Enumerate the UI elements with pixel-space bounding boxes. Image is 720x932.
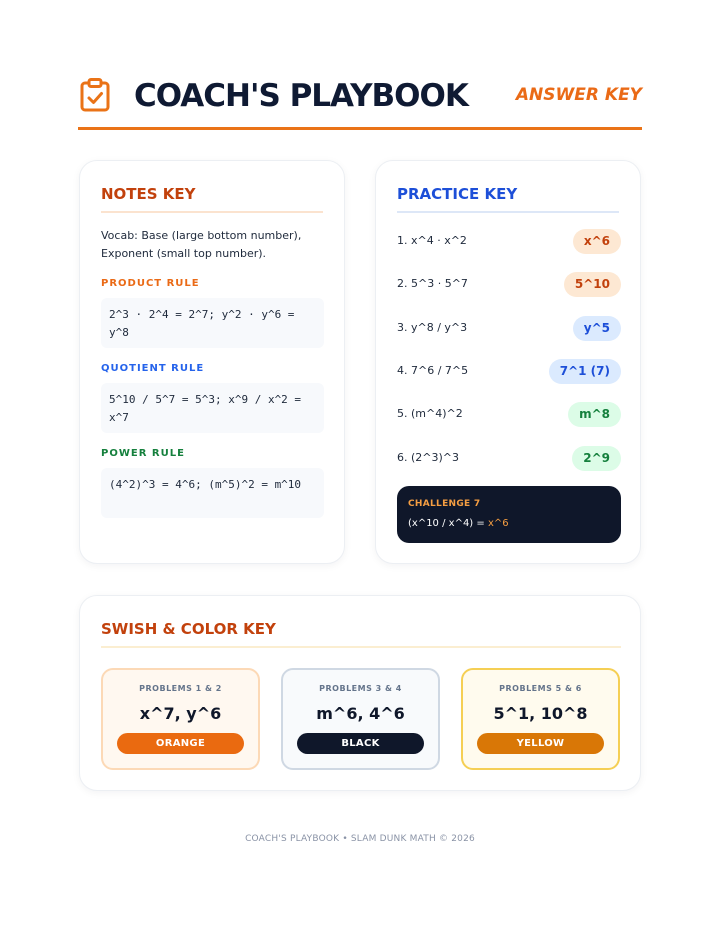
challenge-answer: x^6 bbox=[487, 518, 509, 529]
vocab-text: Vocab: Base (large bottom number), Exponent (small top number). bbox=[101, 229, 302, 260]
color-group-answers: m^6, 4^6 bbox=[316, 704, 405, 723]
power-rule-example: (4^2)^3 = 4^6; (m^5)^2 = m^10 bbox=[101, 468, 324, 518]
practice-problem bbox=[397, 316, 621, 342]
problem-answer-badge: x^6 bbox=[573, 229, 621, 254]
practice-problem bbox=[397, 446, 621, 472]
color-pill: ORANGE bbox=[117, 733, 244, 754]
color-group-answers: 5^1, 10^8 bbox=[493, 704, 588, 723]
color-group-label: PROBLEMS 3 & 4 bbox=[319, 684, 402, 693]
color-group-label: PROBLEMS 5 & 6 bbox=[499, 684, 582, 693]
swish-color-key-card bbox=[79, 595, 641, 791]
problem-question: 3. y^8 / y^3 bbox=[397, 321, 468, 334]
header-divider bbox=[78, 127, 642, 130]
color-group-label: PROBLEMS 1 & 2 bbox=[139, 684, 222, 693]
swish-color-key-divider bbox=[101, 646, 621, 648]
notes-key-divider bbox=[101, 211, 323, 213]
quotient-rule-example: 5^10 / 5^7 = 5^3; x^9 / x^2 = x^7 bbox=[101, 383, 324, 433]
problem-question: 6. (2^3)^3 bbox=[397, 451, 460, 464]
page-footer: COACH'S PLAYBOOK • SLAM DUNK MATH © 2026 bbox=[245, 834, 475, 844]
challenge-label: CHALLENGE 7 bbox=[408, 499, 481, 509]
notes-key-card bbox=[79, 160, 345, 564]
notes-key-title: NOTES KEY bbox=[101, 185, 196, 203]
practice-key-card bbox=[375, 160, 641, 564]
problem-answer-badge: y^5 bbox=[573, 316, 621, 341]
clipboard-check-icon bbox=[80, 78, 110, 112]
swish-color-key-title: SWISH & COLOR KEY bbox=[101, 620, 276, 638]
color-pill: YELLOW bbox=[477, 733, 604, 754]
page-header bbox=[78, 76, 642, 130]
problem-answer-badge: 5^10 bbox=[564, 272, 621, 297]
color-pill: BLACK bbox=[297, 733, 424, 754]
practice-problem bbox=[397, 272, 621, 298]
quotient-rule-label: QUOTIENT RULE bbox=[101, 363, 205, 374]
color-group-box bbox=[461, 668, 620, 770]
problem-question: 2. 5^3 · 5^7 bbox=[397, 277, 468, 290]
product-rule-label: PRODUCT RULE bbox=[101, 278, 200, 289]
color-group-box bbox=[101, 668, 260, 770]
problem-question: 5. (m^4)^2 bbox=[397, 407, 463, 420]
answer-key-tag: ANSWER KEY bbox=[515, 85, 642, 105]
page-title: COACH'S PLAYBOOK bbox=[134, 78, 468, 114]
practice-key-title: PRACTICE KEY bbox=[397, 185, 518, 203]
problem-question: 1. x^4 · x^2 bbox=[397, 234, 467, 247]
power-rule-label: POWER RULE bbox=[101, 448, 185, 459]
practice-problem bbox=[397, 359, 621, 385]
practice-problem bbox=[397, 229, 621, 255]
color-group-answers: x^7, y^6 bbox=[139, 704, 222, 723]
color-group-box bbox=[281, 668, 440, 770]
practice-key-divider bbox=[397, 211, 619, 213]
problem-answer-badge: 7^1 (7) bbox=[549, 359, 621, 384]
challenge-box bbox=[397, 486, 621, 543]
product-rule-example: 2^3 · 2^4 = 2^7; y^2 · y^6 = y^8 bbox=[101, 298, 324, 348]
problem-answer-badge: 2^9 bbox=[572, 446, 621, 471]
challenge-text bbox=[408, 518, 509, 529]
problem-answer-badge: m^8 bbox=[568, 402, 621, 427]
practice-problem bbox=[397, 402, 621, 428]
challenge-expression: (x^10 / x^4) = bbox=[408, 518, 488, 529]
problem-question: 4. 7^6 / 7^5 bbox=[397, 364, 469, 377]
